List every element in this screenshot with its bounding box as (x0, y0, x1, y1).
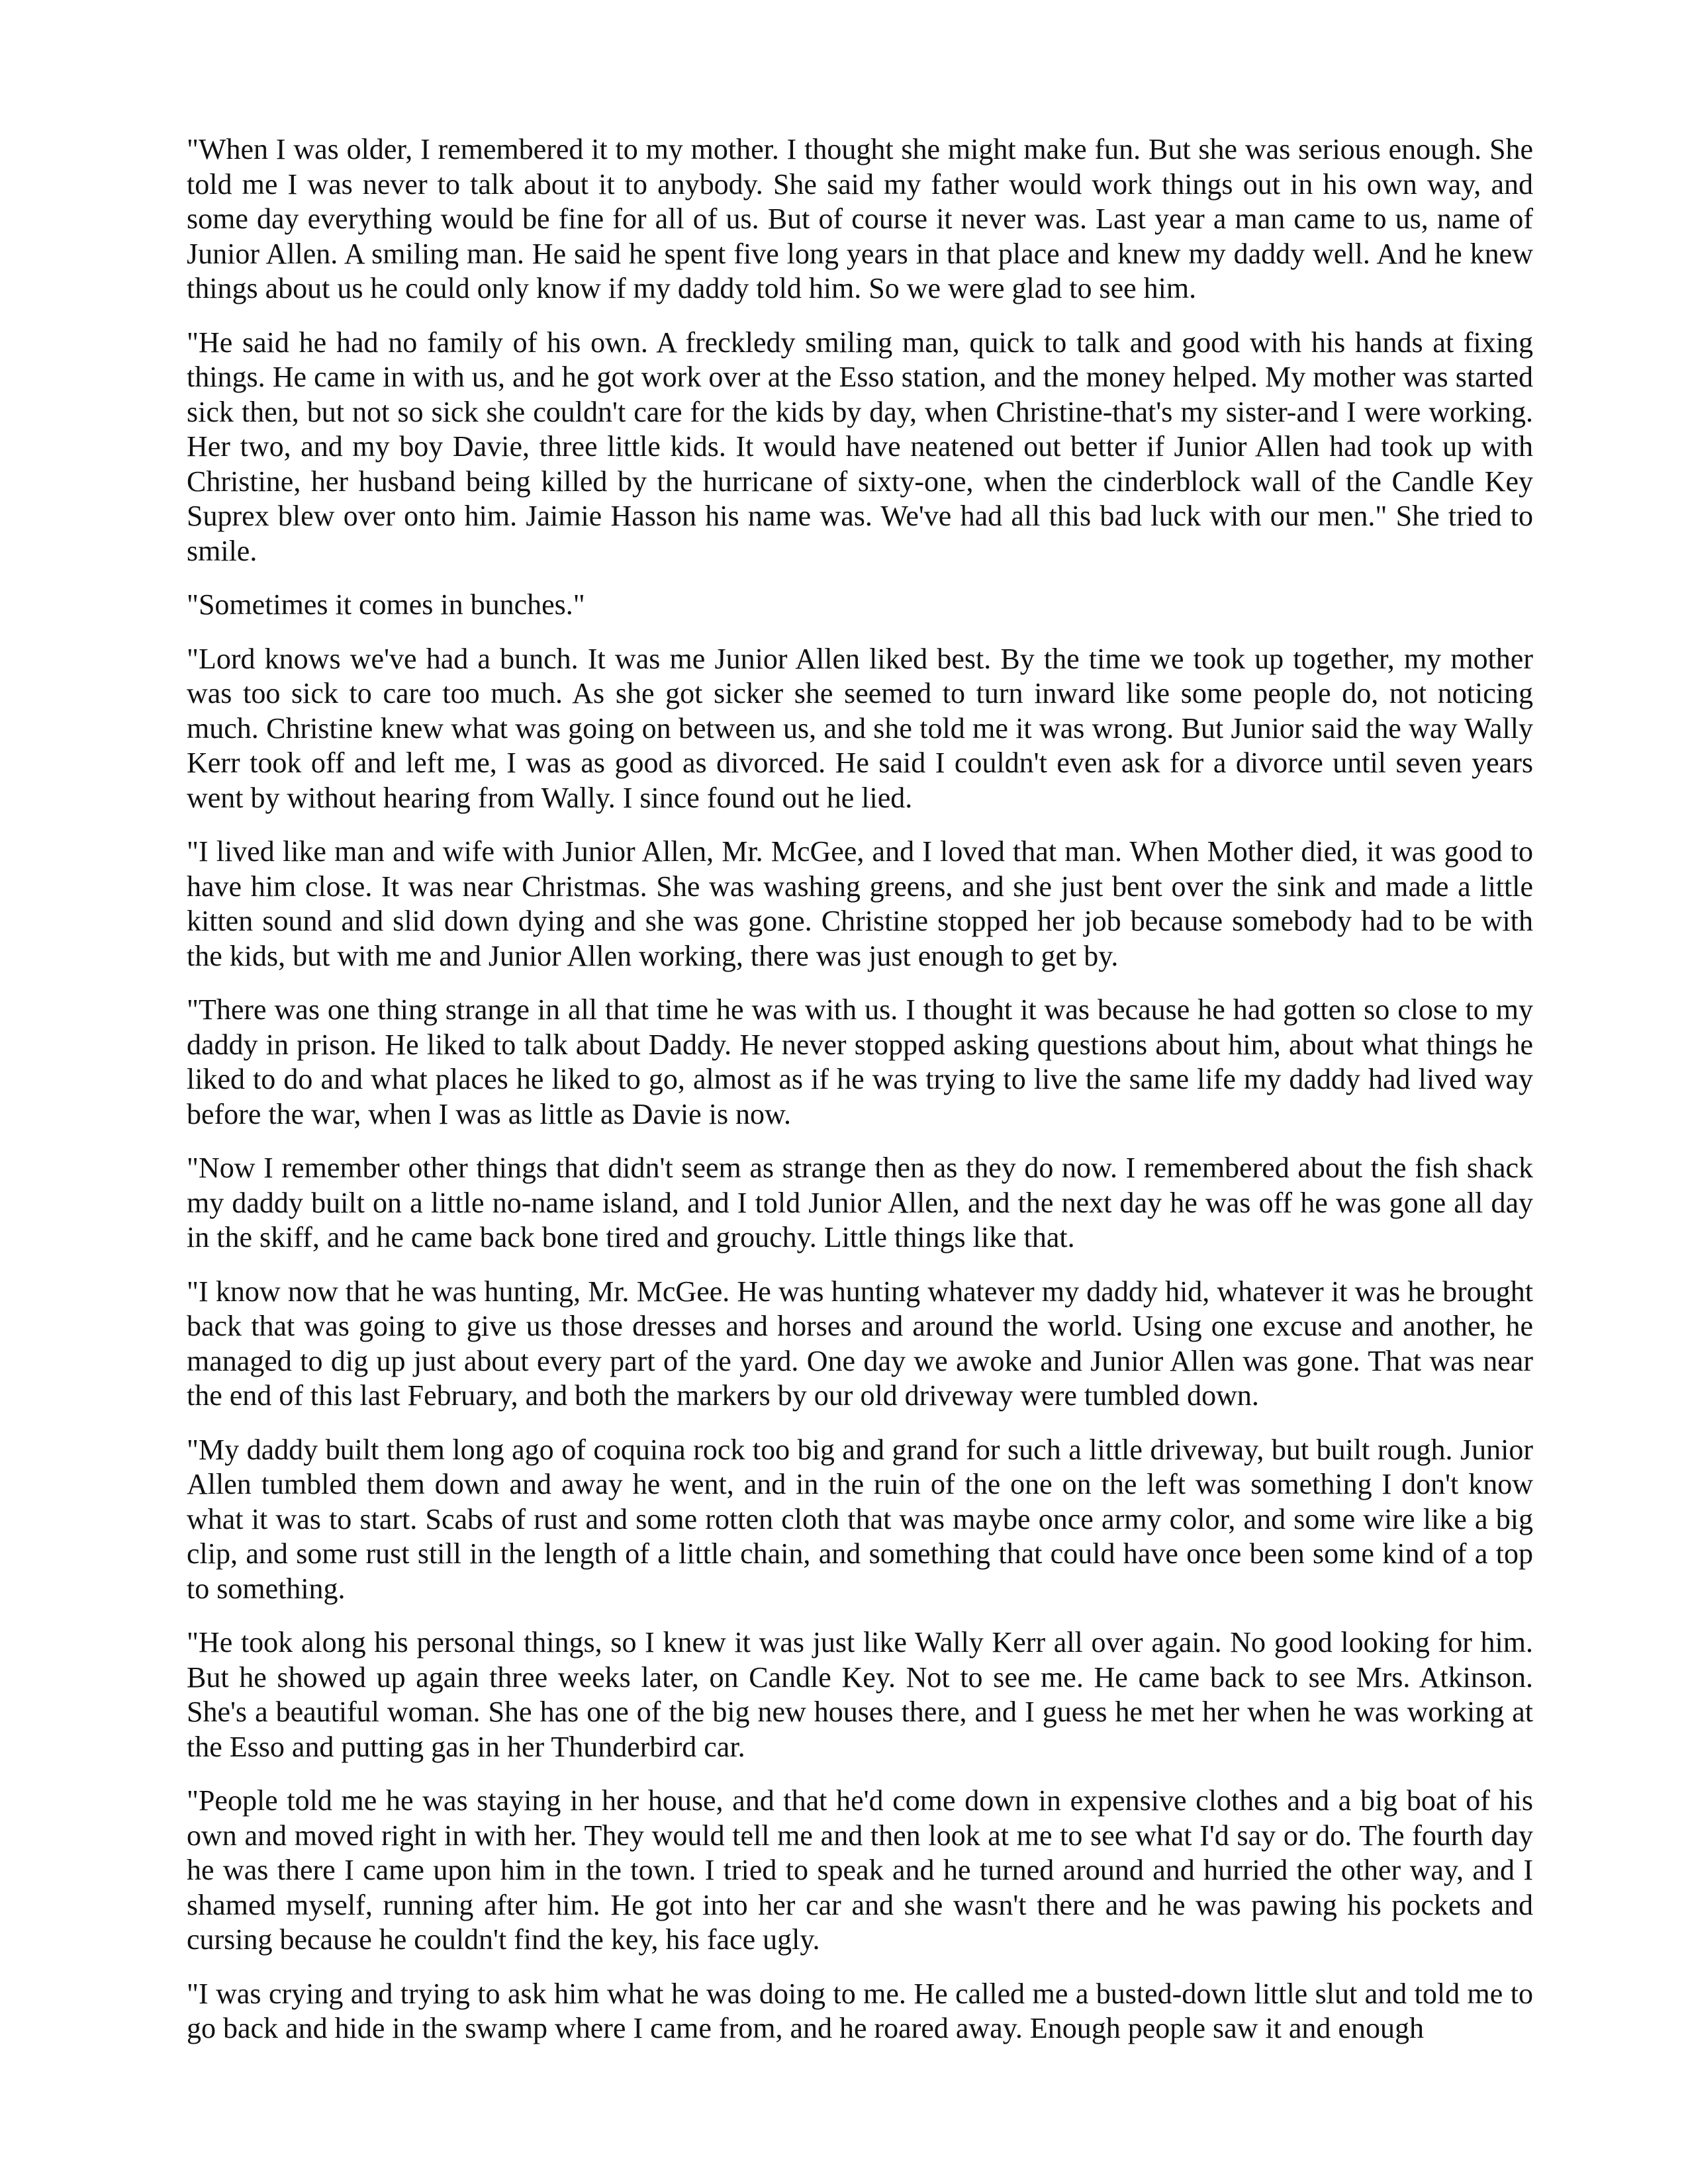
paragraph-3: "Sometimes it comes in bunches." (187, 588, 585, 621)
paragraph-1: "When I was older, I remembered it to my mother. I thought she might make fun. But she was serious enough. She told me I was never to talk about it to anybody. She said my father would work things out in his own way, and some day everything would be fine for all of us. But of course it never was. Last year a man came to us, name of Junior Allen. A smiling man. He said he spent five long years in that place and knew my daddy well. And he knew things about us he could only know if my daddy told him. So we were glad to see him. (187, 133, 1533, 304)
paragraph-5: "I lived like man and wife with Junior Allen, Mr. McGee, and I loved that man. When Mother died, it was good to have him close. It was near Christmas. She was washing greens, and she just bent over the sink and made a little kitten sound and slid down dying and she was gone. Christine stopped her job because somebody had to be with the kids, but with me and Junior Allen working, there was just enough to get by. (187, 835, 1533, 972)
paragraph-10: "He took along his personal things, so I knew it was just like Wally Kerr all over again. No good looking for him. But he showed up again three weeks later, on Candle Key. Not to see me. He came back to see Mrs. Atkinson. She's a beautiful woman. She has one of the big new houses there, and I guess he met her when he was working at the Esso and putting gas in her Thunderbird car. (187, 1626, 1533, 1763)
page-body (187, 132, 1533, 2158)
paragraph-9: "My daddy built them long ago of coquina rock too big and grand for such a little driveway, but built rough. Junior Allen tumbled them down and away he went, and in the ruin of the one on the left was something I don't know what it was to start. Scabs of rust and some rotten cloth that was maybe once army color, and some wire like a big clip, and some rust still in the length of a little chain, and something that could have once been some kind of a top to something. (187, 1433, 1533, 1605)
paragraph-2: "He said he had no family of his own. A freckledy smiling man, quick to talk and good with his hands at fixing things. He came in with us, and he got work over at the Esso station, and the money helped. My mother was started sick then, but not so sick she couldn't care for the kids by day, when Christine-that's my sister-and I were working. Her two, and my boy Davie, three little kids. It would have neatened out better if Junior Allen had took up with Christine, her husband being killed by the hurricane of sixty-one, when the cinderblock wall of the Candle Key Suprex blew over onto him. Jaimie Hasson his name was. We've had all this bad luck with our men." She tried to smile. (187, 326, 1533, 567)
paragraph-11: "People told me he was staying in her house, and that he'd come down in expensive clothes and a big boat of his own and moved right in with her. They would tell me and then look at me to see what I'd say or do. The fourth day he was there I came upon him in the town. I tried to speak and he turned around and hurried the other way, and I shamed myself, running after him. He got into her car and she wasn't there and he was pawing his pockets and cursing because he couldn't find the key, his face ugly. (187, 1784, 1533, 1956)
paragraph-8: "I know now that he was hunting, Mr. McGee. He was hunting whatever my daddy hid, whatever it was he brought back that was going to give us those dresses and horses and around the world. Using one excuse and another, he managed to dig up just about every part of the yard. One day we awoke and Junior Allen was gone. That was near the end of this last February, and both the markers by our old driveway were tumbled down. (187, 1275, 1533, 1412)
paragraph-7: "Now I remember other things that didn't seem as strange then as they do now. I remembered about the fish shack my daddy built on a little no-name island, and I told Junior Allen, and the next day he was off he was gone all day in the skiff, and he came back bone tired and grouchy. Little things like that. (187, 1152, 1533, 1253)
paragraph-6: "There was one thing strange in all that time he was with us. I thought it was because he had gotten so close to my daddy in prison. He liked to talk about Daddy. He never stopped asking questions about him, about what things he liked to do and what places he liked to go, almost as if he was trying to live the same life my daddy had lived way before the war, when I was as little as Davie is now. (187, 993, 1533, 1130)
paragraph-4: "Lord knows we've had a bunch. It was me Junior Allen liked best. By the time we took up together, my mother was too sick to care too much. As she got sicker she seemed to turn inward like some people do, not noticing much. Christine knew what was going on between us, and she told me it was wrong. But Junior said the way Wally Kerr took off and left me, I was as good as divorced. He said I couldn't even ask for a divorce until seven years went by without hearing from Wally. I since found out he lied. (187, 642, 1533, 814)
paragraph-12: "I was crying and trying to ask him what he was doing to me. He called me a busted-down little slut and told me to go back and hide in the swamp where I came from, and he roared away. Enough people saw it and enough (187, 1977, 1533, 2044)
